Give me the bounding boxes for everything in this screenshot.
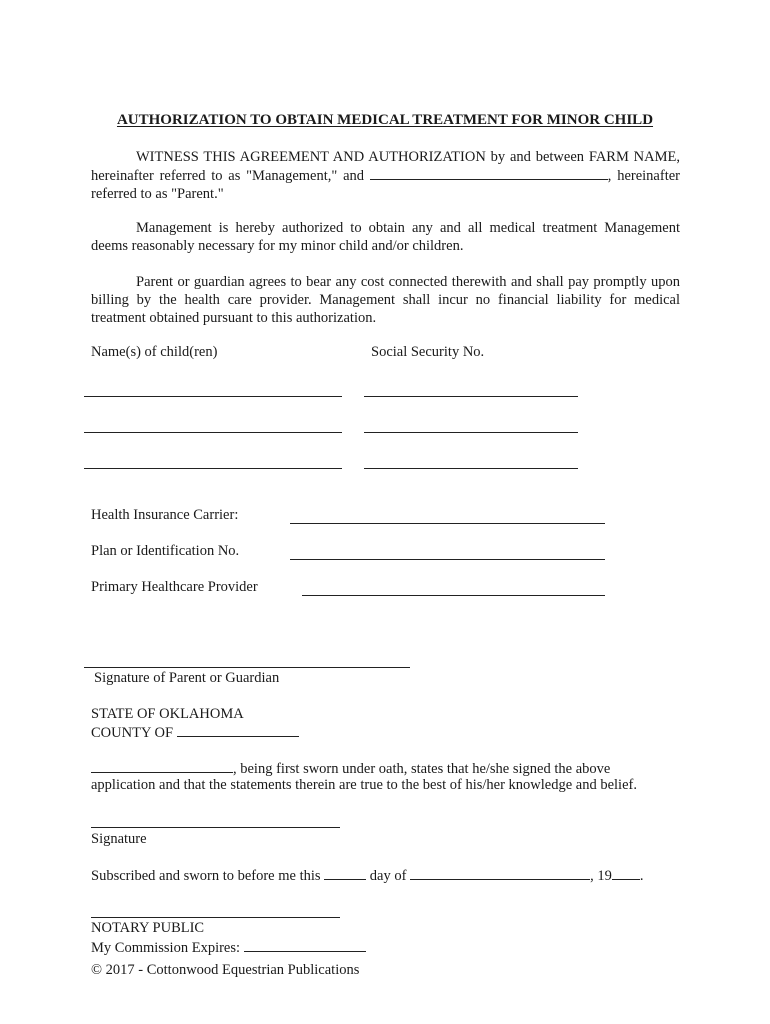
county-row <box>91 723 299 742</box>
liability-paragraph: Parent or guardian agrees to bear any cost connected therewith and shall pay promptly upon billing by the health care provider. Management shall incur no financial liability for medical treatment obtained pursuant to this authorization. <box>91 274 680 326</box>
month-blank[interactable] <box>410 866 590 880</box>
oath-text-1: , being first sworn under oath, states that he/she signed the above <box>233 761 611 777</box>
copyright-notice: © 2017 - Cottonwood Equestrian Publications <box>91 962 360 978</box>
commission-blank[interactable] <box>244 938 366 952</box>
affiant-name-blank[interactable] <box>91 759 233 773</box>
year-blank[interactable] <box>612 866 640 880</box>
insurance-carrier-label: Health Insurance Carrier: <box>91 507 239 523</box>
insurance-carrier-line[interactable] <box>290 523 605 524</box>
child-ssn-line-2[interactable] <box>364 432 578 433</box>
comma: , <box>607 168 612 184</box>
sworn-text: Subscribed and sworn to before me this <box>91 868 321 884</box>
county-label: COUNTY OF <box>91 725 174 741</box>
year-prefix: , 19 <box>590 868 612 884</box>
notary-signature-line[interactable] <box>91 917 340 918</box>
day-of-text: day of <box>369 868 407 884</box>
parent-signature-label: Signature of Parent or Guardian <box>94 670 280 686</box>
affiant-signature-line[interactable] <box>91 827 340 828</box>
agreement-paragraph <box>91 148 680 203</box>
child-ssn-line-3[interactable] <box>364 468 578 469</box>
oath-line-1 <box>91 759 610 778</box>
children-names-header: Name(s) of child(ren) <box>91 344 218 360</box>
oath-text-2: application and that the statements therein are true to the best of his/her knowledge and belief. <box>91 777 637 793</box>
parent-reference-text: hereinafter referred to as "Parent." <box>91 168 680 202</box>
document-title: AUTHORIZATION TO OBTAIN MEDICAL TREATMENT FOR MINOR CHILD <box>116 112 654 128</box>
healthcare-provider-label: Primary Healthcare Provider <box>91 579 258 595</box>
child-name-line-1[interactable] <box>84 396 342 397</box>
child-name-line-3[interactable] <box>84 468 342 469</box>
period: . <box>639 868 644 884</box>
authorization-paragraph: Management is hereby authorized to obtain any and all medical treatment Management deems reasonably necessary for my minor child and/or children. <box>91 220 680 254</box>
county-blank[interactable] <box>177 723 299 737</box>
plan-id-label: Plan or Identification No. <box>91 543 240 559</box>
parent-signature-line[interactable] <box>84 667 410 668</box>
day-blank[interactable] <box>324 866 366 880</box>
signature-label: Signature <box>91 831 147 847</box>
commission-row <box>91 938 366 957</box>
plan-id-line[interactable] <box>290 559 605 560</box>
state-label: STATE OF OKLAHOMA <box>91 706 244 722</box>
sworn-row <box>91 866 643 885</box>
parent-name-blank[interactable] <box>370 166 608 180</box>
child-ssn-line-1[interactable] <box>364 396 578 397</box>
healthcare-provider-line[interactable] <box>302 595 605 596</box>
commission-label: My Commission Expires: <box>91 940 241 956</box>
ssn-header: Social Security No. <box>371 344 485 360</box>
child-name-line-2[interactable] <box>84 432 342 433</box>
notary-label: NOTARY PUBLIC <box>91 920 205 936</box>
agreement-text: WITNESS THIS AGREEMENT AND AUTHORIZATION by and between FARM NAME, hereinafter referred to as "Management," and <box>91 149 680 184</box>
